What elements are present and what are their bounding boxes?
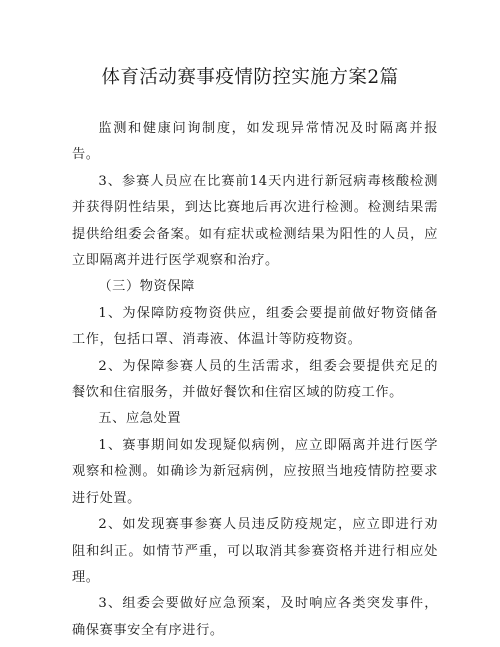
paragraph-testing: 3、参赛人员应在比赛前14天内进行新冠病毒核酸检测并获得阴性结果，到达比赛地后再次进行检测。检测结果需提供给组委会备案。如有症状或检测结果为阳性的人员，应立即隔离并进行医学观察和治疗。: [72, 173, 438, 269]
document-body: [72, 116, 438, 644]
paragraph-continuation: 监测和健康问询制度，如发现异常情况及时隔离并报告。: [72, 121, 438, 163]
paragraph-emergency-1: 1、赛事期间如发现疑似病例，应立即隔离并进行医学观察和检测。如确诊为新冠病例，应按照当地疫情防控要求进行处置。: [72, 437, 438, 506]
paragraph-emergency-2: 2、如发现赛事参赛人员违反防疫规定，应立即进行劝阻和纠正。如情节严重，可以取消其参赛资格并进行相应处理。: [72, 517, 438, 585]
document-title: 体育活动赛事疫情防控实施方案2篇: [101, 67, 399, 88]
section-heading-supplies: （三）物资保障: [98, 279, 195, 295]
paragraph-supplies-2: 2、为保障参赛人员的生活需求，组委会要提供充足的餐饮和住宿服务，并做好餐饮和住宿区域的防疫工作。: [72, 358, 438, 401]
section-heading-emergency: 五、应急处置: [98, 411, 182, 427]
paragraph-emergency-3: 3、组委会要做好应急预案，及时响应各类突发事件，确保赛事安全有序进行。: [72, 596, 438, 638]
paragraph-supplies-1: 1、为保障防疫物资供应，组委会要提前做好物资储备工作，包括口罩、消毒液、体温计等防疫物资。: [72, 305, 438, 348]
